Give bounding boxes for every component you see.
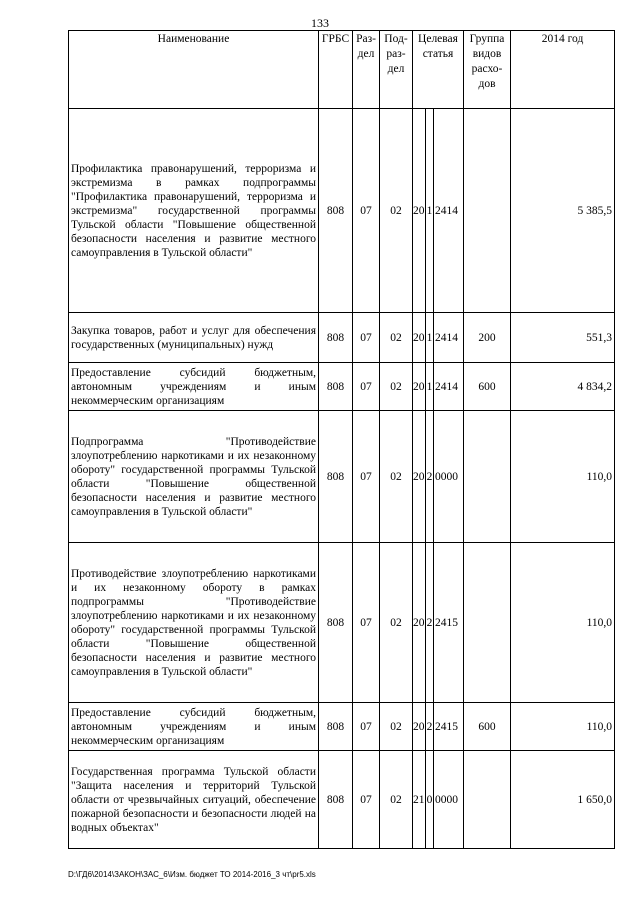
table-row <box>69 411 615 543</box>
budget-table <box>68 30 615 849</box>
row-target-article-subprogram: 1 <box>426 109 434 313</box>
row-podrazdel: 02 <box>380 313 413 363</box>
row-podrazdel: 02 <box>380 703 413 751</box>
row-razdel: 07 <box>353 363 380 411</box>
row-podrazdel: 02 <box>380 543 413 703</box>
table-row <box>69 313 615 363</box>
row-expense-group <box>464 543 511 703</box>
header-podrazdel: Под- раз- дел <box>380 31 413 109</box>
row-target-article-subprogram: 0 <box>426 751 434 849</box>
row-amount-2014: 110,0 <box>511 543 615 703</box>
row-expense-group <box>464 109 511 313</box>
row-razdel: 07 <box>353 703 380 751</box>
header-grbs: ГРБС <box>319 31 353 109</box>
row-target-article-code: 2414 <box>434 363 464 411</box>
row-target-article-program: 20 <box>413 543 426 703</box>
row-target-article-subprogram: 2 <box>426 703 434 751</box>
row-amount-2014: 551,3 <box>511 313 615 363</box>
row-name: Закупка товаров, работ и услуг для обеспечения государственных (муниципальных) нужд <box>69 313 319 363</box>
row-target-article-code: 2414 <box>434 313 464 363</box>
row-razdel: 07 <box>353 313 380 363</box>
row-expense-group <box>464 751 511 849</box>
row-name: Подпрограмма "Противодействие злоупотреблению наркотиками и их незаконному обороту" государственной программы Тульской области "Повышение общественной безопасности населения и развитие местного самоуправления в Тульской области" <box>69 411 319 543</box>
row-amount-2014: 110,0 <box>511 703 615 751</box>
row-target-article-subprogram: 2 <box>426 411 434 543</box>
row-name: Противодействие злоупотреблению наркотиками и их незаконному обороту в рамках подпрограммы "Противодействие злоупотреблению наркотиками и их незаконному обороту" государственной программы Тульской области "Повышение общественной безопасности населения и развитие местного самоуправления в Тульской области" <box>69 543 319 703</box>
row-expense-group <box>464 411 511 543</box>
row-expense-group: 200 <box>464 313 511 363</box>
row-target-article-program: 21 <box>413 751 426 849</box>
table-row <box>69 703 615 751</box>
row-grbs: 808 <box>319 543 353 703</box>
row-name: Профилактика правонарушений, терроризма и экстремизма в рамках подпрограммы "Профилактика правонарушений, терроризма и экстремизма" государственной программы Тульской области "Повышение общественной безопасности населения и развитие местного самоуправления в Тульской области" <box>69 109 319 313</box>
header-name: Наименование <box>69 31 319 109</box>
row-target-article-code: 0000 <box>434 411 464 543</box>
row-name: Предоставление субсидий бюджетным, автономным учреждениям и иным некоммерческим организациям <box>69 703 319 751</box>
row-grbs: 808 <box>319 109 353 313</box>
row-target-article-program: 20 <box>413 109 426 313</box>
row-grbs: 808 <box>319 751 353 849</box>
header-gruppa-vidov: Группа видов расхо- дов <box>464 31 511 109</box>
row-expense-group: 600 <box>464 363 511 411</box>
row-amount-2014: 4 834,2 <box>511 363 615 411</box>
row-target-article-code: 2415 <box>434 703 464 751</box>
page-number: 133 <box>311 16 329 30</box>
row-target-article-program: 20 <box>413 313 426 363</box>
row-name: Предоставление субсидий бюджетным, автономным учреждениям и иным некоммерческим организациям <box>69 363 319 411</box>
table-header-row <box>69 31 615 109</box>
row-podrazdel: 02 <box>380 751 413 849</box>
header-celevaya-statya: Целевая статья <box>413 31 464 109</box>
row-target-article-code: 0000 <box>434 751 464 849</box>
row-expense-group: 600 <box>464 703 511 751</box>
table-row <box>69 751 615 849</box>
row-target-article-code: 2415 <box>434 543 464 703</box>
row-podrazdel: 02 <box>380 109 413 313</box>
row-grbs: 808 <box>319 411 353 543</box>
table-row <box>69 543 615 703</box>
row-name: Государственная программа Тульской области "Защита населения и территорий Тульской области от чрезвычайных ситуаций, обеспечение пожарной безопасности и безопасности людей на водных объектах" <box>69 751 319 849</box>
header-razdel: Раз- дел <box>353 31 380 109</box>
row-amount-2014: 5 385,5 <box>511 109 615 313</box>
row-target-article-subprogram: 1 <box>426 313 434 363</box>
row-podrazdel: 02 <box>380 411 413 543</box>
row-target-article-program: 20 <box>413 703 426 751</box>
header-year: 2014 год <box>511 31 615 109</box>
row-target-article-program: 20 <box>413 363 426 411</box>
table-row <box>69 363 615 411</box>
row-grbs: 808 <box>319 313 353 363</box>
row-target-article-subprogram: 1 <box>426 363 434 411</box>
row-podrazdel: 02 <box>380 363 413 411</box>
row-razdel: 07 <box>353 543 380 703</box>
footer-file-path: D:\ГД6\2014\ЗАКОН\ЗАС_6\Изм. бюджет ТО 2014-2016_3 чт\pr5.xls <box>68 870 316 879</box>
row-grbs: 808 <box>319 363 353 411</box>
row-amount-2014: 110,0 <box>511 411 615 543</box>
table-row <box>69 109 615 313</box>
row-target-article-subprogram: 2 <box>426 543 434 703</box>
row-target-article-program: 20 <box>413 411 426 543</box>
row-amount-2014: 1 650,0 <box>511 751 615 849</box>
row-razdel: 07 <box>353 751 380 849</box>
row-grbs: 808 <box>319 703 353 751</box>
row-target-article-code: 2414 <box>434 109 464 313</box>
row-razdel: 07 <box>353 411 380 543</box>
row-razdel: 07 <box>353 109 380 313</box>
